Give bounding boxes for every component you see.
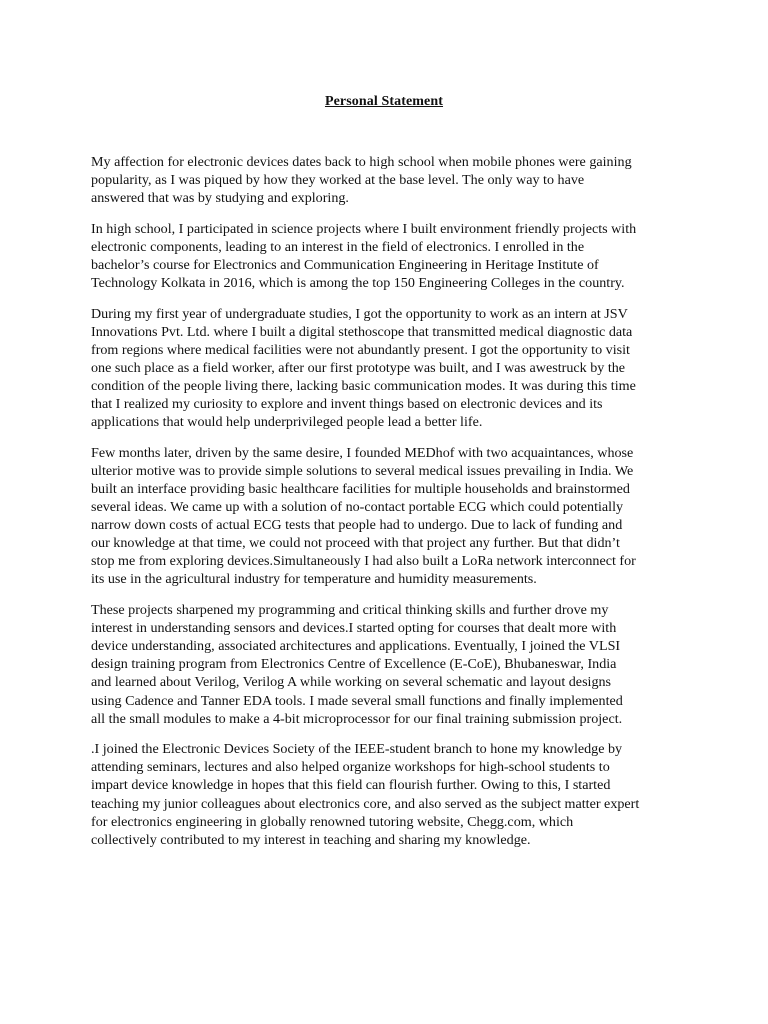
paragraph-1 [91,153,691,207]
text-line: In high school, I participated in science projects where I built environment friendly projects with [91,220,637,237]
text-line: electronic components, leading to an interest in the field of electronics. I enrolled in the [91,238,585,255]
text-line: applications that would help underprivileged people lead a better life. [91,414,483,431]
text-line: all the small modules to make a 4-bit microprocessor for our final training submission project. [91,710,623,727]
text-line: design training program from Electronics Centre of Excellence (E-CoE), Bhubaneswar, India [91,656,617,673]
text-line: that I realized my curiosity to explore and invent things based on electronic devices and its [91,396,603,413]
paragraph-4 [91,444,691,589]
text-line: its use in the agricultural industry for temperature and humidity measurements. [91,571,537,588]
text-line: bachelor’s course for Electronics and Communication Engineering in Heritage Institute of [91,256,599,273]
text-line: Technology Kolkata in 2016, which is among the top 150 Engineering Colleges in the country. [91,275,625,292]
text-line: one such place as a field worker, after our first prototype was built, and I was awestruck by the [91,359,626,376]
text-line: interest in understanding sensors and devices.I started opting for courses that dealt more with [91,620,617,637]
text-line: popularity, as I was piqued by how they worked at the base level. The only way to have [91,172,585,189]
text-line: Few months later, driven by the same desire, I founded MEDhof with two acquaintances, whose [91,444,634,461]
paragraph-3 [91,305,691,432]
text-line: During my first year of undergraduate studies, I got the opportunity to work as an intern at JSV [91,305,628,322]
text-line: My affection for electronic devices dates back to high school when mobile phones were gaining [91,154,632,170]
text-line: answered that was by studying and exploring. [91,190,349,207]
text-line: condition of the people living there, lacking basic communication modes. It was during this time [91,378,636,395]
text-line: stop me from exploring devices.Simultaneously I had also built a LoRa network interconnect for [91,553,636,570]
paragraph-2 [91,220,691,292]
text-line: Innovations Pvt. Ltd. where I built a digital stethoscope that transmitted medical diagnostic data [91,323,633,340]
text-line: from regions where medical facilities were not abundantly present. I got the opportunity to visit [91,341,630,358]
text-line: collectively contributed to my interest in teaching and sharing my knowledge. [91,831,531,848]
paragraph-5 [91,601,691,728]
text-line: teaching my junior colleagues about electronics core, and also served as the subject matter expert [91,795,640,812]
text-line: for electronics engineering in globally renowned tutoring website, Chegg.com, which [91,813,574,830]
text-line: .I joined the Electronic Devices Society of the IEEE-student branch to hone my knowledge by [91,741,623,758]
page-title: Personal Statement [324,94,444,109]
text-line: These projects sharpened my programming and critical thinking skills and further drove my [91,602,609,619]
text-line: our knowledge at that time, we could not proceed with that project any further. But that didn’t [91,535,620,552]
text-line: built an interface providing basic healthcare facilities for multiple households and brainstormed [91,481,630,497]
text-line: several ideas. We came up with a solution of no-contact portable ECG which could potentially [91,499,624,516]
text-line: using Cadence and Tanner EDA tools. I made several small functions and finally implemented [91,692,623,709]
text-line: device understanding, associated architectures and applications. Eventually, I joined the VLSI [91,638,621,655]
text-line: attending seminars, lectures and also helped organize workshops for high-school students to [91,759,610,776]
document-body [91,153,691,861]
text-line: and learned about Verilog, Verilog A while working on several schematic and layout designs [91,674,612,691]
text-line: narrow down costs of actual ECG tests that people had to undergo. Due to lack of funding and [91,517,623,534]
paragraph-6 [91,740,691,849]
text-line: impart device knowledge in hopes that this field can flourish further. Owing to this, I started [91,777,611,794]
text-line: ulterior motive was to provide simple solutions to several medical issues prevailing in India. We [91,462,634,479]
